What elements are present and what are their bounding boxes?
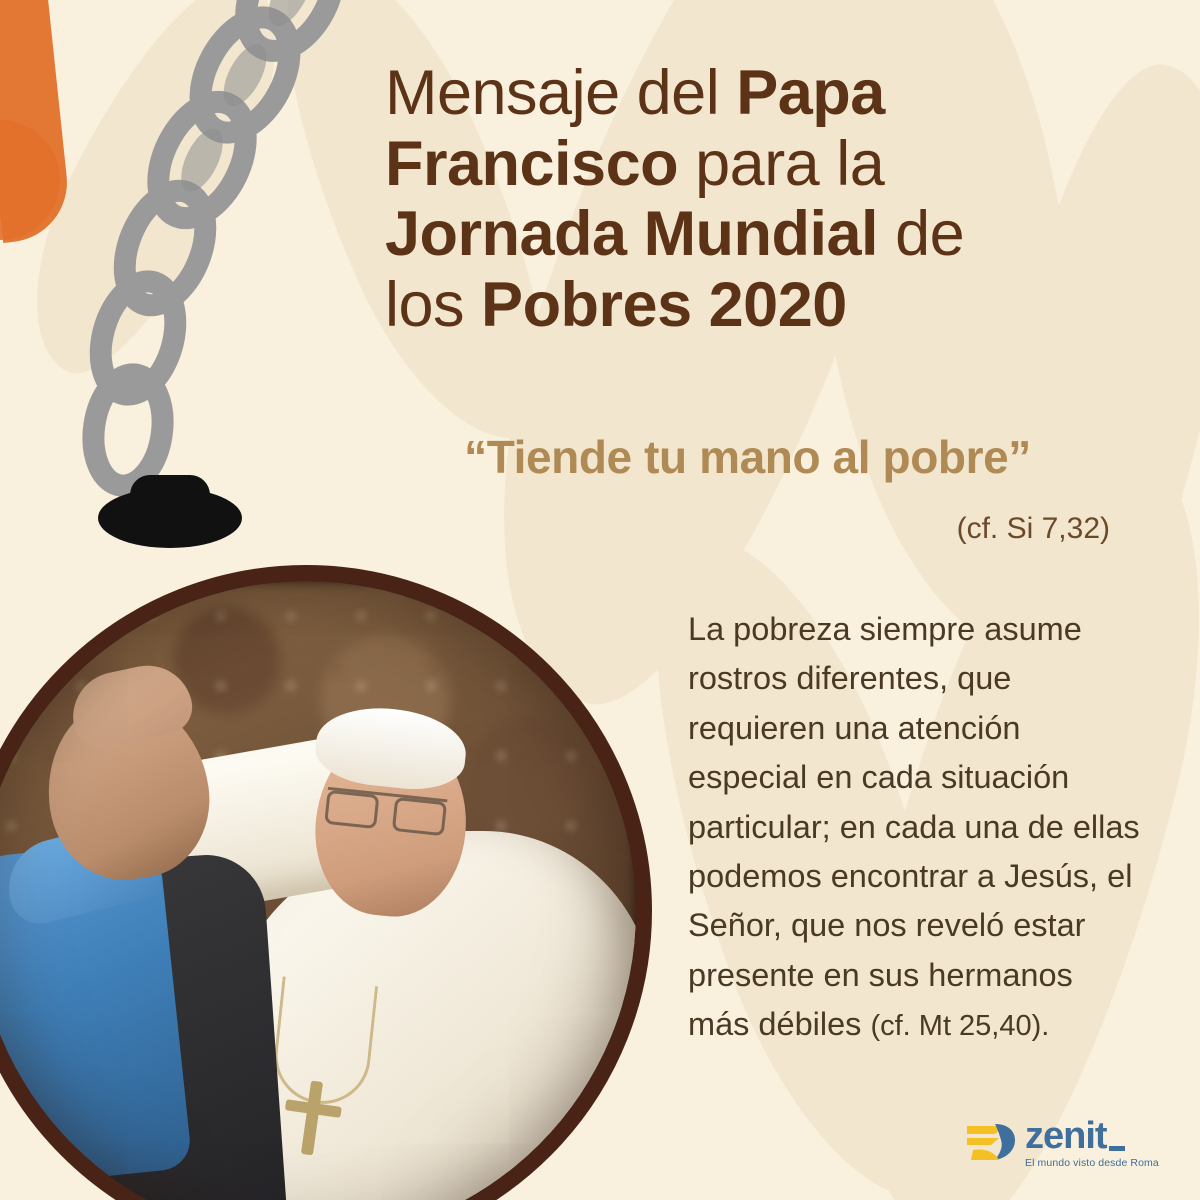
zenit-underscore: [1109, 1146, 1125, 1151]
headline-part: para la: [678, 128, 885, 199]
headline-part-bold: Papa: [736, 58, 885, 128]
zenit-wordmark: [1025, 1117, 1159, 1169]
zenit-logo[interactable]: [965, 1112, 1165, 1174]
headline-part: los: [385, 269, 482, 340]
zenit-tagline: El mundo visto desde Roma: [1025, 1157, 1159, 1170]
page-title: [385, 58, 1110, 340]
headline-part-bold: Pobres 2020: [481, 269, 847, 340]
zenit-mark-icon: [965, 1120, 1017, 1166]
pope-francis-photo: [0, 565, 652, 1200]
headline-part-bold: Francisco: [385, 128, 679, 199]
body-reference: (cf. Mt 25,40).: [870, 1010, 1050, 1043]
photo-content: [0, 581, 636, 1200]
headline-part: de: [878, 199, 965, 270]
zenit-word-text: zenit: [1025, 1115, 1107, 1158]
body-paragraph: [688, 605, 1140, 1050]
scripture-citation: (cf. Si 7,32): [956, 512, 1110, 545]
headline-part-bold: Jornada Mundial: [385, 199, 879, 270]
headline-part: Mensaje del: [385, 58, 737, 128]
broken-chain-icon: [40, 0, 370, 590]
zenit-word: [1025, 1115, 1159, 1158]
subtitle-quote: “Tiende tu mano al pobre”: [464, 431, 1031, 483]
body-text: La pobreza siempre asume rostros diferentes, que requieren una atención especial en cada situación particular; en cada una de ellas podemos encontrar a Jesús, el Señor, que nos reveló estar presente en sus hermanos más débiles: [688, 611, 1140, 1043]
